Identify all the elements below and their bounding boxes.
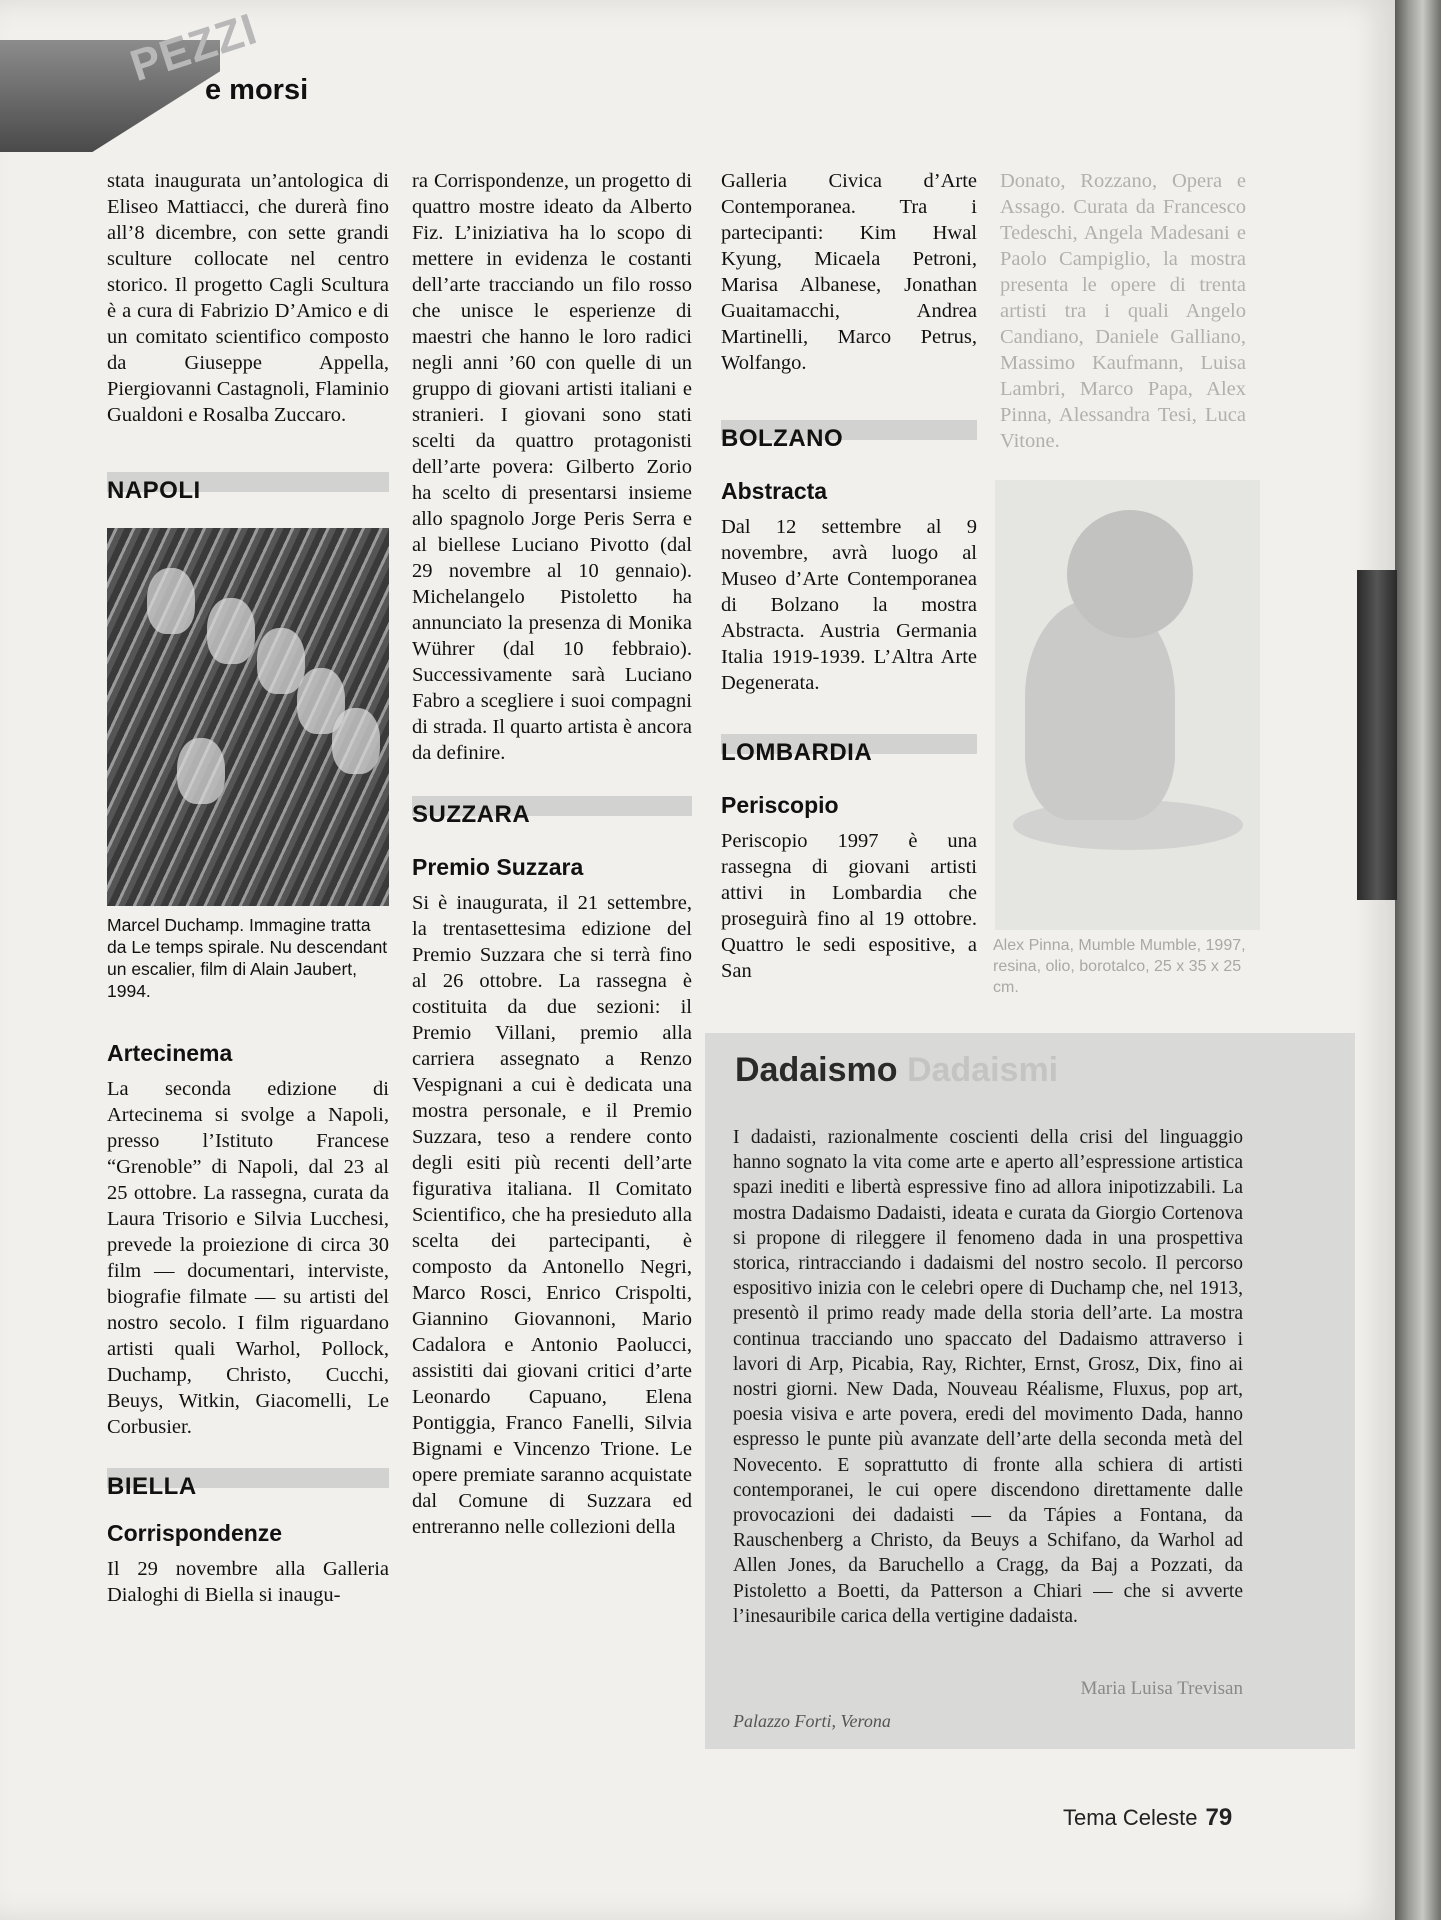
magazine-name: Tema Celeste [1063, 1805, 1198, 1830]
periscopio-continued: Donato, Rozzano, Opera e Assago. Curata da Francesco Tedeschi, Angela Madesani e Paolo Campiglio, la mostra presenta le opere di trenta artisti tra i quali Angelo Candiano, Daniele Galliano, Massimo Kaufmann, Luisa Lambri, Marco Papa, Alex Pinna, Alessandra Tesi, Luca Vitone. [1000, 170, 1246, 452]
region-napoli [107, 472, 389, 504]
side-tab [1357, 570, 1397, 900]
region-bolzano [721, 420, 977, 452]
section-header-pezzi: PEZZI [124, 4, 264, 92]
dadaismo-box [705, 1033, 1355, 1749]
box-title-faded: Dadaismi [906, 1051, 1059, 1089]
periscopio-title: Periscopio [721, 792, 839, 818]
mumble-sculpture-photo [995, 480, 1260, 930]
section-header-morsi: e morsi [205, 74, 309, 106]
mumble-caption: Alex Pinna, Mumble Mumble, 1997, resina, olio, borotalco, 25 x 35 x 25 cm. [993, 937, 1246, 996]
region-label: BOLZANO [721, 425, 844, 452]
suzzara-continued: Galleria Civica d’Arte Contemporanea. Tra i partecipanti: Kim Hwal Kyung, Micaela Petroni, Marisa Albanese, Jonathan Guaitamacchi, Andrea Martinelli, Marco Petrus, Wolfango. [721, 170, 977, 374]
region-lombardia [721, 734, 977, 766]
column-1 [107, 168, 389, 1608]
page-number: 79 [1205, 1804, 1233, 1831]
box-title [735, 1051, 1058, 1090]
region-label: BIELLA [107, 1473, 197, 1500]
artecinema-title: Artecinema [107, 1040, 233, 1066]
duchamp-caption: Marcel Duchamp. Immagine tratta da Le temps spirale. Nu descendant un escalier, film di Alain Jaubert, 1994. [107, 915, 388, 1001]
region-biella [107, 1468, 389, 1500]
premio-suzzara-title: Premio Suzzara [412, 854, 584, 880]
box-author: Maria Luisa Trevisan [1080, 1678, 1243, 1699]
corrispondenze-text: Il 29 novembre alla Galleria Dialoghi di Biella si inaugu- [107, 1558, 389, 1606]
column-3 [721, 168, 977, 984]
box-title-main: Dadaismo [735, 1051, 898, 1089]
abstracta-title: Abstracta [721, 478, 828, 504]
column-4 [1000, 168, 1246, 454]
corrispondenze-continued: ra Corrispondenze, un progetto di quattro mostre ideato da Alberto Fiz. L’iniziativa ha lo scopo di mettere in evidenza le costanti dell’arte tracciando un filo rosso che unisce le esperienze di maestri che hanno le loro radici negli anni ’60 con quelle di un gruppo di giovani artisti italiani e stranieri. I giovani sono stati scelti da quattro protagonisti dell’arte povera: Gilberto Zorio ha scelto di presentarsi insieme allo spagnolo Jorge Peris Serra e al biellese Luciano Pivotto (dal 29 novembre al 10 gennaio). Michelangelo Pistoletto ha annunciato la presenza di Monika Wührer (dal 10 febbraio). Successivamente sarà Luciano Fabro a scegliere i suoi compagni di strada. Il quarto artista è ancora da definire. [412, 170, 692, 764]
region-suzzara [412, 796, 692, 828]
region-label: NAPOLI [107, 477, 201, 504]
column-2 [412, 168, 692, 1540]
artecinema-text: La seconda edizione di Artecinema si svolge a Napoli, presso l’Istituto Francese “Grenoble” di Napoli, dal 23 al 25 ottobre. La rassegna, curata da Laura Trisorio e Silvia Lucchesi, prevede la proiezione di circa 30 film — documentari, interviste, biografie filmate — su artisti del nostro secolo. I film riguardano artisti quali Warhol, Pollock, Duchamp, Christo, Cucchi, Beuys, Witkin, Giacomelli, Le Corbusier. [107, 1078, 389, 1438]
box-text: I dadaisti, razionalmente coscienti della crisi del linguaggio hanno sognato la vita come arte e aperto all’espressione artistica spazi inediti e libertà espressive fino ad allora inipotizzabili. La mostra Dadaismo Dadaisti, ideata e curata da Giorgio Cortenova si propone di rileggere il fenomeno dada in una prospettiva storica, rintracciando i dadaismi del nostro secolo. Il percorso espositivo inizia con le celebri opere di Duchamp che, nel 1913, presentò il primo ready made della storia dell’arte. La mostra continua tracciando uno spaccato del Dadaismo attraverso i lavori di Arp, Picabia, Ray, Richter, Ernst, Grosz, Dix, fino ai nostri giorni. New Dada, Nouveau Réalisme, Fluxus, pop art, poesia visiva e arte povera, eredi del movimento Dada, hanno espresso le punte più avanzate dell’arte della seconda metà del Novecento. E soprattutto di fronte alla schiera di artisti contemporanei, le cui opere discendono direttamente dalle provocazioni dei dadaisti — da Tápies a Fontana, da Rauschenberg a Christo, da Beuys a Schifano, da Warhol ad Allen Jones, da Baruchello a Cragg, da Baj a Pozzati, da Pistoletto a Boetti, da Patterson a Chiari — che si avverte l’inesauribile carica della vertigine dadaista. [733, 1127, 1243, 1627]
periscopio-text: Periscopio 1997 è una rassegna di giovani artisti attivi in Lombardia che proseguirà fino al 19 ottobre. Quattro le sedi espositive, a San [721, 830, 977, 982]
region-label: SUZZARA [412, 801, 531, 828]
premio-suzzara-text: Si è inaugurata, il 21 settembre, la trentasettesima edizione del Premio Suzzara che si terrà fino al 26 ottobre. La rassegna è costituita da due sezioni: il Premio Villani, premio alla carriera assegnato a Renzo Vespignani a cui è dedicata una mostra personale, e il Premio Suzzara, teso a rendere conto degli esiti più recenti dell’arte figurativa italiana. Il Comitato Scientifico, che ha presieduto alla scelta dei partecipanti, è composto da Antonello Negri, Marco Rosci, Enrico Crispolti, Giannino Giovannoni, Mario Cadalora e Antonio Paolucci, assistiti dai giovani critici d’arte Leonardo Capuano, Elena Pontiggia, Franco Fanelli, Silvia Bignami e Vincenzo Trione. Le opere premiate saranno acquistate dal Comune di Suzzara ed entreranno nelle collezioni della [412, 892, 692, 1538]
abstracta-text: Dal 12 settembre al 9 novembre, avrà luogo al Museo d’Arte Contemporanea di Bolzano la mostra Abstracta. Austria Germania Italia 1919-1939. L’Altra Arte Degenerata. [721, 516, 977, 694]
region-label: LOMBARDIA [721, 739, 873, 766]
cagli-text: stata inaugurata un’antologica di Eliseo Mattiacci, che durerà fino all’8 dicembre, con sette grandi sculture collocate nel centro storico. Il progetto Cagli Scultura è a cura di Fabrizio D’Amico e di un comitato scientifico composto da Giuseppe Appella, Piergiovanni Castagnoli, Flaminio Gualdoni e Rosalba Zuccaro. [107, 170, 389, 426]
page-footer [1063, 1804, 1232, 1832]
corrispondenze-title: Corrispondenze [107, 1520, 283, 1546]
box-place: Palazzo Forti, Verona [733, 1711, 891, 1731]
duchamp-photo [107, 528, 389, 906]
book-spine [1395, 0, 1441, 1920]
